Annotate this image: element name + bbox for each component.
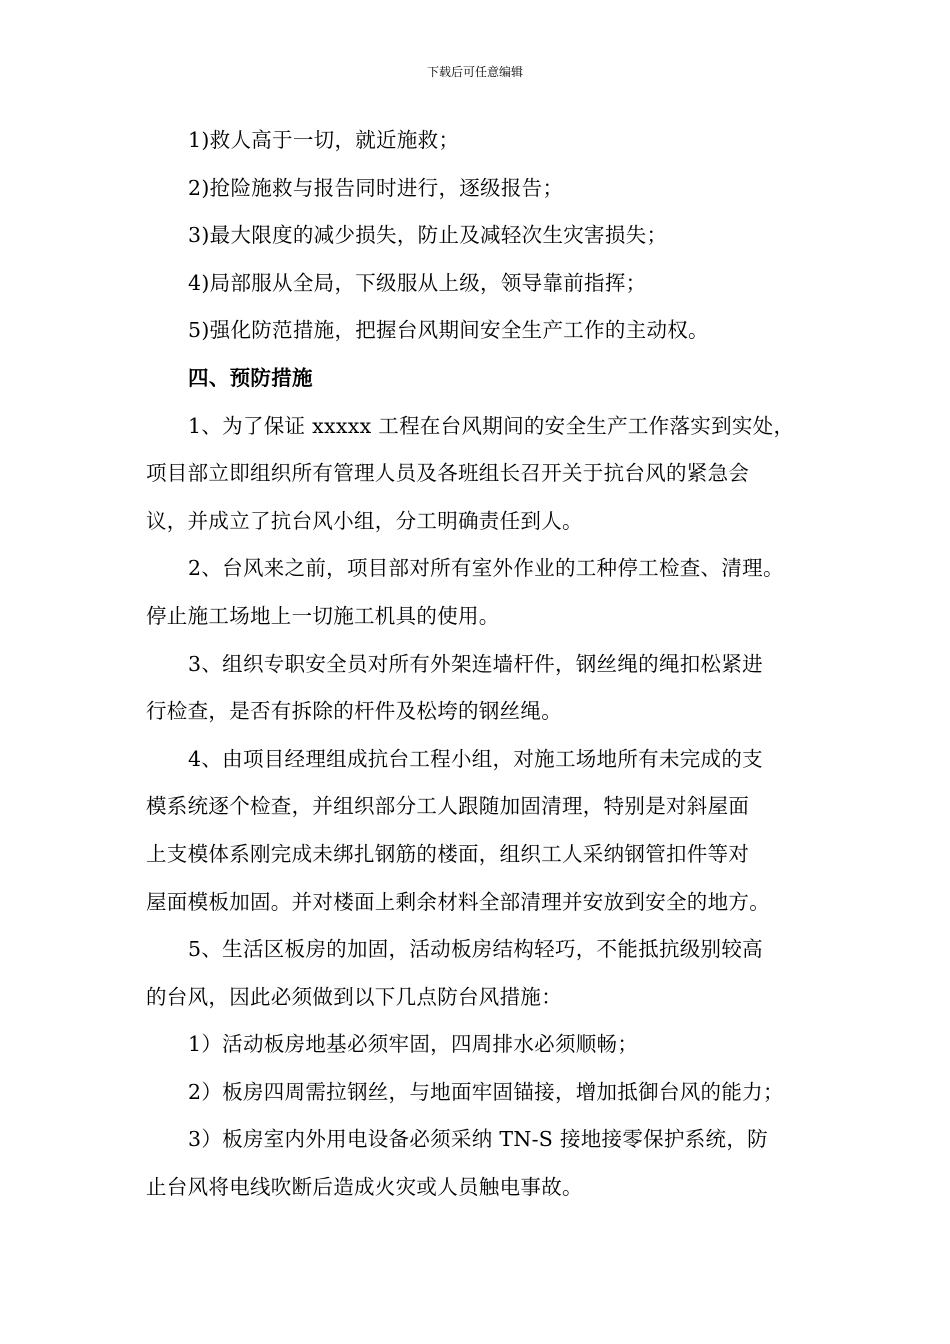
- text-line: 5、生活区板房的加固，活动板房结构轻巧，不能抵抗级别较高: [188, 937, 763, 962]
- text-line: 模系统逐个检查，并组织部分工人跟随加固清理，特别是对斜屋面: [146, 794, 750, 819]
- text-line: 屋面模板加固。并对楼面上剩余材料全部清理并安放到安全的地方。: [146, 889, 770, 914]
- section-heading: 四、预防措施: [188, 365, 313, 390]
- text-line: 3、组织专职安全员对所有外架连墙杆件，钢丝绳的绳扣松紧进: [188, 651, 763, 676]
- text-line: 4、由项目经理组成抗台工程小组，对施工场地所有未完成的支: [188, 746, 763, 771]
- text-line: 2)抢险施救与报告同时进行，逐级报告；: [188, 175, 564, 200]
- text-line: 1)救人高于一切，就近施救；: [188, 128, 460, 152]
- text-line: 项目部立即组织所有管理人员及各班组长召开关于抗台风的紧急会: [146, 461, 750, 486]
- document-body: [146, 117, 826, 1212]
- text-line: 4)局部服从全局，下级服从上级，领导靠前指挥；: [188, 270, 647, 295]
- text-line: 5)强化防范措施，把握台风期间安全生产工作的主动权。: [188, 318, 709, 343]
- text-line: 2、台风来之前，项目部对所有室外作业的工种停工检查、清理。: [188, 556, 784, 581]
- text-line: 的台风，因此必须做到以下几点防台风措施：: [146, 984, 562, 1009]
- text-line: 上支模体系刚完成未绑扎钢筋的楼面，组织工人采纳钢管扣件等对: [146, 841, 750, 866]
- text-line: 3）板房室内外用电设备必须采纳 TN-S 接地接零保护系统，防: [188, 1127, 768, 1152]
- text-line: 1、为了保证 xxxxx 工程在台风期间的安全生产工作落实到实处，: [188, 413, 795, 438]
- text-line: 停止施工场地上一切施工机具的使用。: [146, 603, 500, 628]
- text-line: 止台风将电线吹断后造成火灾或人员触电事故。: [146, 1175, 583, 1200]
- text-line: 行检查，是否有拆除的杆件及松垮的钢丝绳。: [146, 699, 562, 724]
- text-line: 2）板房四周需拉钢丝，与地面牢固锚接，增加抵御台风的能力；: [188, 1079, 784, 1104]
- text-line: 3)最大限度的减少损失，防止及减轻次生灾害损失；: [188, 223, 668, 248]
- page-header: 下载后可任意编辑: [426, 65, 523, 79]
- text-line: 议，并成立了抗台风小组，分工明确责任到人。: [146, 508, 583, 533]
- text-line: 1）活动板房地基必须牢固，四周排水必须顺畅；: [188, 1032, 639, 1057]
